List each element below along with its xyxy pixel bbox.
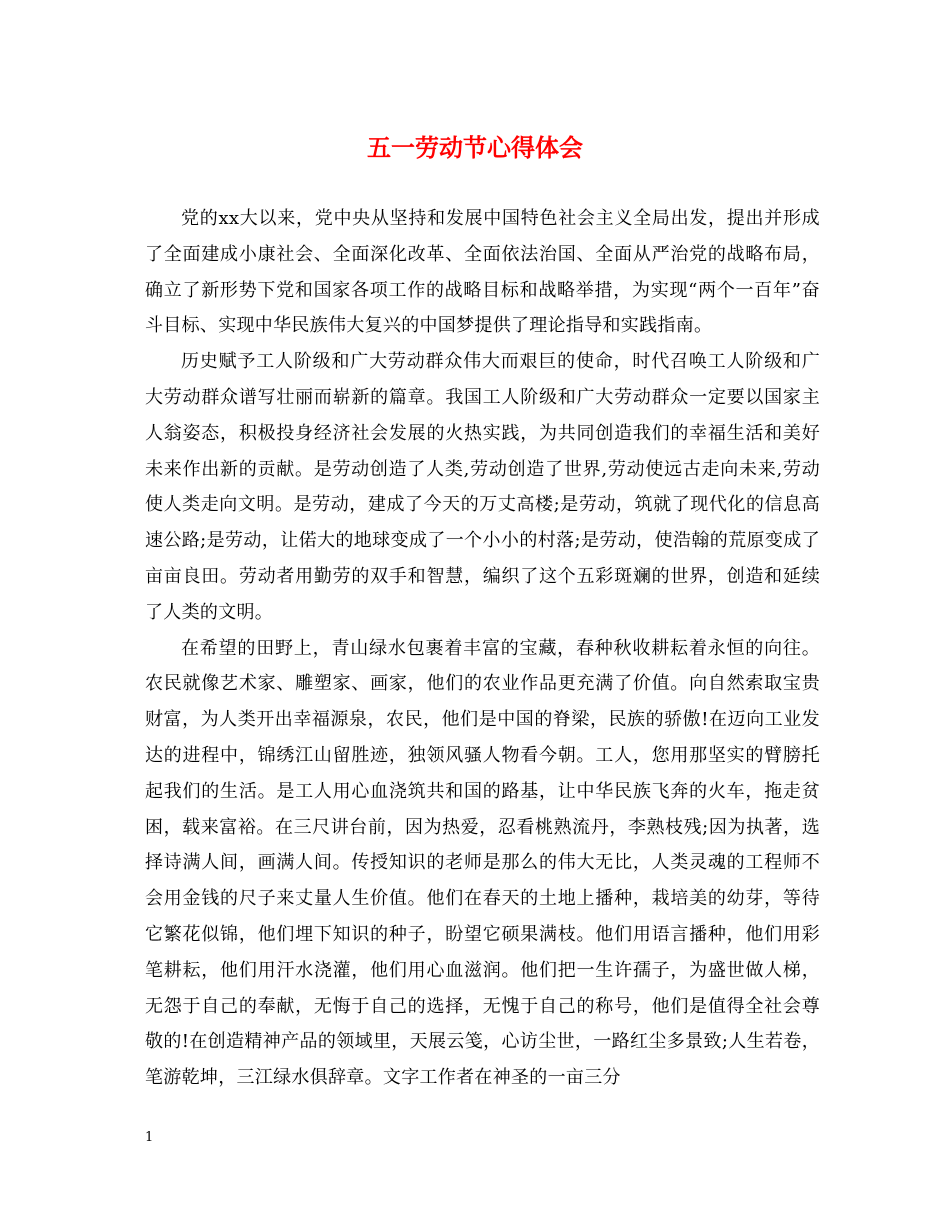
page-number: 1 xyxy=(145,1130,154,1145)
paragraph-3: 在希望的田野上，青山绿水包裹着丰富的宝藏，春种秋收耕耘着永恒的向往。农民就像艺术家、雕塑家、画家，他们的农业作品更充满了价值。向自然索取宝贵财富，为人类开出幸福源泉，农民，他们是中国的脊梁，民族的骄傲!在迈向工业发达的进程中，锦绣江山留胜迹，独领风骚人物看今朝。工人，您用那坚实的臂膀托起我们的生活。是工人用心血浇筑共和国的路基，让中华民族飞奔的火车，拖走贫困，载来富裕。在三尺讲台前，因为热爱，忍看桃熟流丹，李熟枝残;因为执著，选择诗满人间，画满人间。传授知识的老师是那么的伟大无比，人类灵魂的工程师不会用金钱的尺子来丈量人生价值。他们在春天的土地上播种，栽培美的幼芽，等待它繁花似锦，他们埋下知识的种子，盼望它硕果满枝。他们用语言播种，他们用彩笔耕耘，他们用汗水浇灌，他们用心血滋润。他们把一生许孺子，为盛世做人梯，无怨于自己的奉献，无悔于自己的选择，无愧于自己的称号，他们是值得全社会尊敬的!在创造精神产品的领域里，天展云笺，心访尘世，一路红尘多景致;人生若卷，笔游乾坤，三江绿水俱辞章。文字工作者在神圣的一亩三分 xyxy=(145,637,820,1089)
document-title: 五一劳动节心得体会 xyxy=(367,133,583,162)
paragraph-1: 党的xx大以来，党中央从坚持和发展中国特色社会主义全局出发，提出并形成了全面建成小康社会、全面深化改革、全面依法治国、全面从严治党的战略布局，确立了新形势下党和国家各项工作的战略目标和战略举措，为实现“两个一百年”奋斗目标、实现中华民族伟大复兴的中国梦提供了理论指导和实践指南。 xyxy=(145,208,820,337)
paragraph-2: 历史赋予工人阶级和广大劳动群众伟大而艰巨的使命，时代召唤工人阶级和广大劳动群众谱写壮丽而崭新的篇章。我国工人阶级和广大劳动群众一定要以国家主人翁姿态，积极投身经济社会发展的火热实践，为共同创造我们的幸福生活和美好未来作出新的贡献。是劳动创造了人类,劳动创造了世界,劳动使远古走向未来,劳动使人类走向文明。是劳动，建成了今天的万丈高楼;是劳动，筑就了现代化的信息高速公路;是劳动，让偌大的地球变成了一个小小的村落;是劳动，使浩翰的荒原变成了亩亩良田。劳动者用勤劳的双手和智慧，编织了这个五彩斑斓的世界，创造和延续了人类的文明。 xyxy=(145,351,820,623)
document-body xyxy=(145,201,820,1096)
